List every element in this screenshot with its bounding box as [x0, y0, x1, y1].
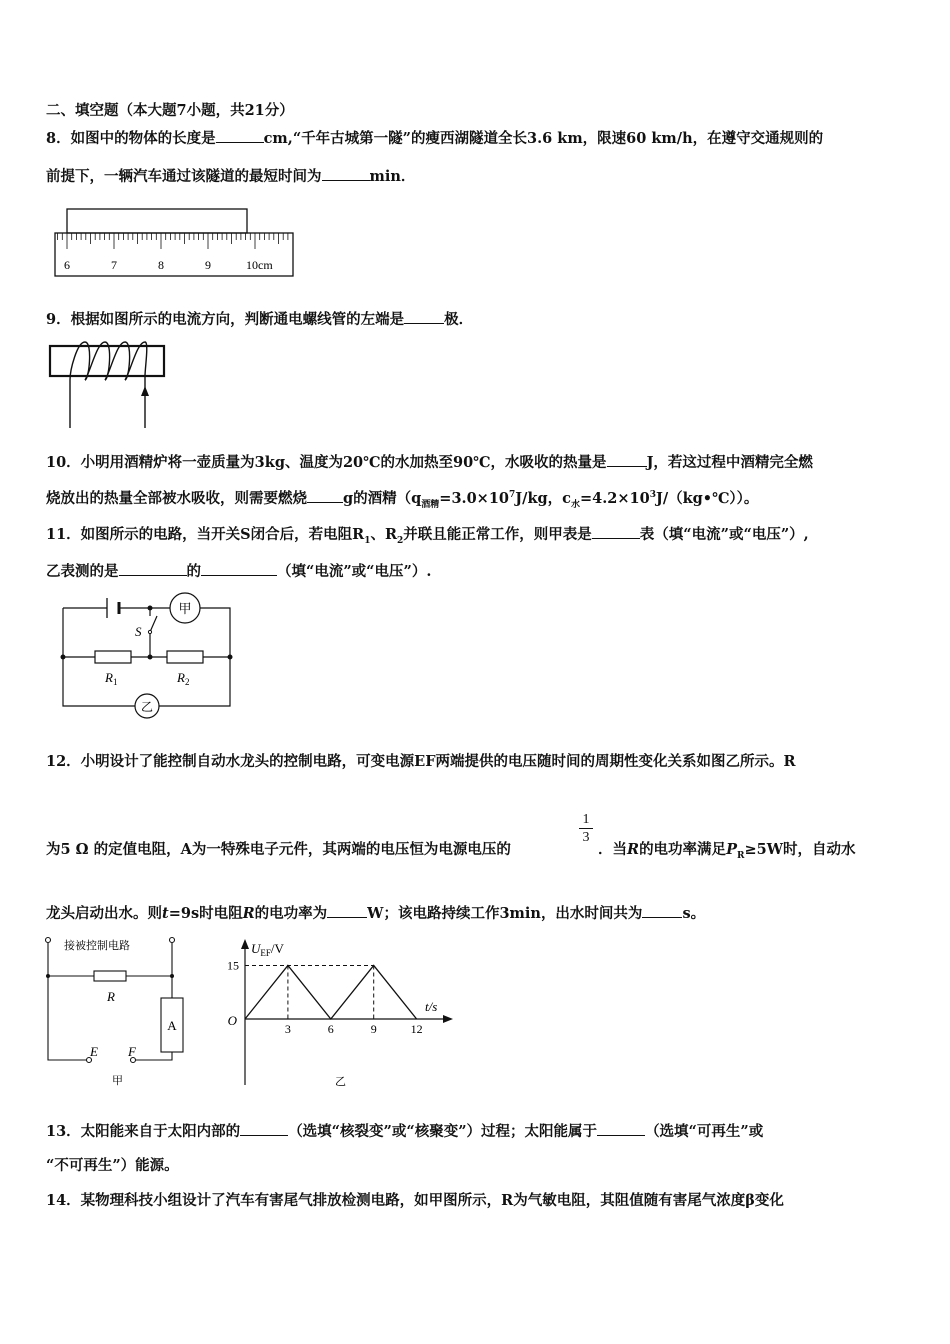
- q13-line1: 13．太阳能来自于太阳内部的 （选填“核裂变”或“核聚变”）过程；太阳能属于 （选填“可再生”或: [46, 1123, 764, 1140]
- x-tick-label: 12: [410, 1022, 423, 1036]
- q10-line1: 10．小明用酒精炉将一壶质量为3kg、温度为20℃的水加热至90℃，水吸收的热量是 J，若这过程中酒精完全燃: [46, 454, 813, 471]
- q14-line1: 14．某物理科技小组设计了汽车有害尾气排放检测电路，如甲图所示，R为气敏电阻，其阻值随有害尾气浓度β变化: [46, 1192, 784, 1209]
- r1-label: $R_1$: [105, 670, 118, 687]
- current-arrow-icon: [141, 386, 149, 396]
- switch-blade: [150, 616, 157, 632]
- q8-line1: 8．如图中的物体的长度是 cm,“千年古城第一隧”的瘦西湖隧道全长3.6 km，限速60 km/h，在遵守交通规则的: [46, 130, 824, 147]
- ruler-label-7: 7: [111, 258, 117, 272]
- fig-a-top-label: 接被控制电路: [64, 940, 130, 952]
- q12-line3: 龙头启动出水。则t=9s时电阻R的电功率为 W；该电路持续工作3min，出水时间共为 s。: [46, 905, 706, 922]
- solenoid-coil: [70, 342, 147, 428]
- q11-line2: 乙表测的是 的 （填“电流”或“电压”）.: [46, 563, 432, 580]
- q8-blank-1[interactable]: [216, 128, 264, 143]
- y-tick-label: 15: [227, 958, 239, 973]
- ruler-label-9: 9: [205, 258, 211, 272]
- measured-object: [67, 209, 247, 233]
- ruler-ticks: [58, 233, 288, 249]
- fig-b-caption: 乙: [335, 1076, 346, 1088]
- q12-blank-2[interactable]: [642, 903, 682, 918]
- svg-text:乙: 乙: [140, 700, 154, 714]
- q9-line: 9．根据如图所示的电流方向，判断通电螺线管的左端是 极．: [46, 311, 474, 328]
- x-tick-label: 9: [370, 1022, 377, 1036]
- q12-blank-1[interactable]: [327, 903, 367, 918]
- q11-line1: 11．如图所示的电路，当开关S闭合后，若电阻$R_1$、$R_2$并联且能正常工作，则甲表是 表（填“电流”或“电压”）,: [46, 526, 809, 546]
- q8-line2: 前提下，一辆汽车通过该隧道的最短时间为 min．: [46, 168, 416, 185]
- q11-blank-2[interactable]: [119, 561, 187, 576]
- q9-blank[interactable]: [404, 309, 444, 324]
- q8-blank-2[interactable]: [322, 166, 370, 181]
- x-axis-label: t/s: [425, 999, 438, 1014]
- q13-blank-1[interactable]: [240, 1121, 288, 1136]
- ruler-label-8: 8: [158, 258, 164, 272]
- q12-line2-left: 为5 Ω 的定值电阻，A为一特殊电子元件，其两端的电压恒为电源电压的: [46, 841, 511, 858]
- ruler-label-6: 6: [64, 258, 70, 272]
- section-title: 二、填空题（本大题7小题，共21分）: [46, 102, 294, 119]
- svg-text:甲: 甲: [178, 601, 192, 616]
- solenoid-figure: [45, 340, 175, 430]
- q12-line2-right: ．当R的电功率满足$P_R\ge 5W$时，自动水: [598, 841, 856, 861]
- q13-blank-2[interactable]: [597, 1121, 645, 1136]
- origin-label: O: [227, 1013, 237, 1028]
- fig-a-a-label: A: [167, 1018, 177, 1033]
- q10-blank-1[interactable]: [607, 452, 647, 467]
- ruler-label-10cm: 10cm: [246, 258, 273, 272]
- fig-a-caption: 甲: [112, 1075, 123, 1087]
- x-tick-label: 6: [327, 1022, 334, 1036]
- y-axis-arrow-icon: [241, 939, 249, 949]
- q12-circuit-figure: [40, 932, 200, 1092]
- q12-line1: 12．小明设计了能控制自动水龙头的控制电路，可变电源EF两端提供的电压随时间的周期性变化关系如图乙所示。R: [46, 753, 796, 770]
- fraction-one-third: $\frac{1}{3}$: [579, 812, 593, 847]
- fig-a-r-label: R: [107, 989, 115, 1004]
- q10-line2: 烧放出的热量全部被水吸收，则需要燃烧 g的酒精（$q_{酒精}=3.0\times 10^7J/kg$，$c_水=4.2\times 10^3J/(kg•℃)$）。: [46, 490, 759, 510]
- switch-label: S: [135, 624, 142, 639]
- ruler-figure: [50, 205, 300, 280]
- voltage-series-line: [245, 965, 417, 1019]
- r2-label: $R_2$: [177, 670, 190, 687]
- q12-voltage-chart: [215, 935, 460, 1095]
- q11-blank-3[interactable]: [201, 561, 277, 576]
- x-axis-arrow-icon: [443, 1015, 453, 1023]
- q11-blank-1[interactable]: [592, 524, 640, 539]
- resistor-r: [94, 971, 126, 981]
- q13-line2: “不可再生”）能源。: [46, 1157, 179, 1174]
- fig-a-e-label: E: [90, 1044, 98, 1059]
- y-axis-label: $U_{EF}/V$: [251, 941, 284, 958]
- resistor-r1: [95, 651, 131, 663]
- resistor-r2: [167, 651, 203, 663]
- fig-a-f-label: F: [128, 1044, 136, 1059]
- q11-circuit-figure: [55, 590, 240, 720]
- x-tick-label: 3: [284, 1022, 291, 1036]
- q10-blank-2[interactable]: [307, 488, 343, 503]
